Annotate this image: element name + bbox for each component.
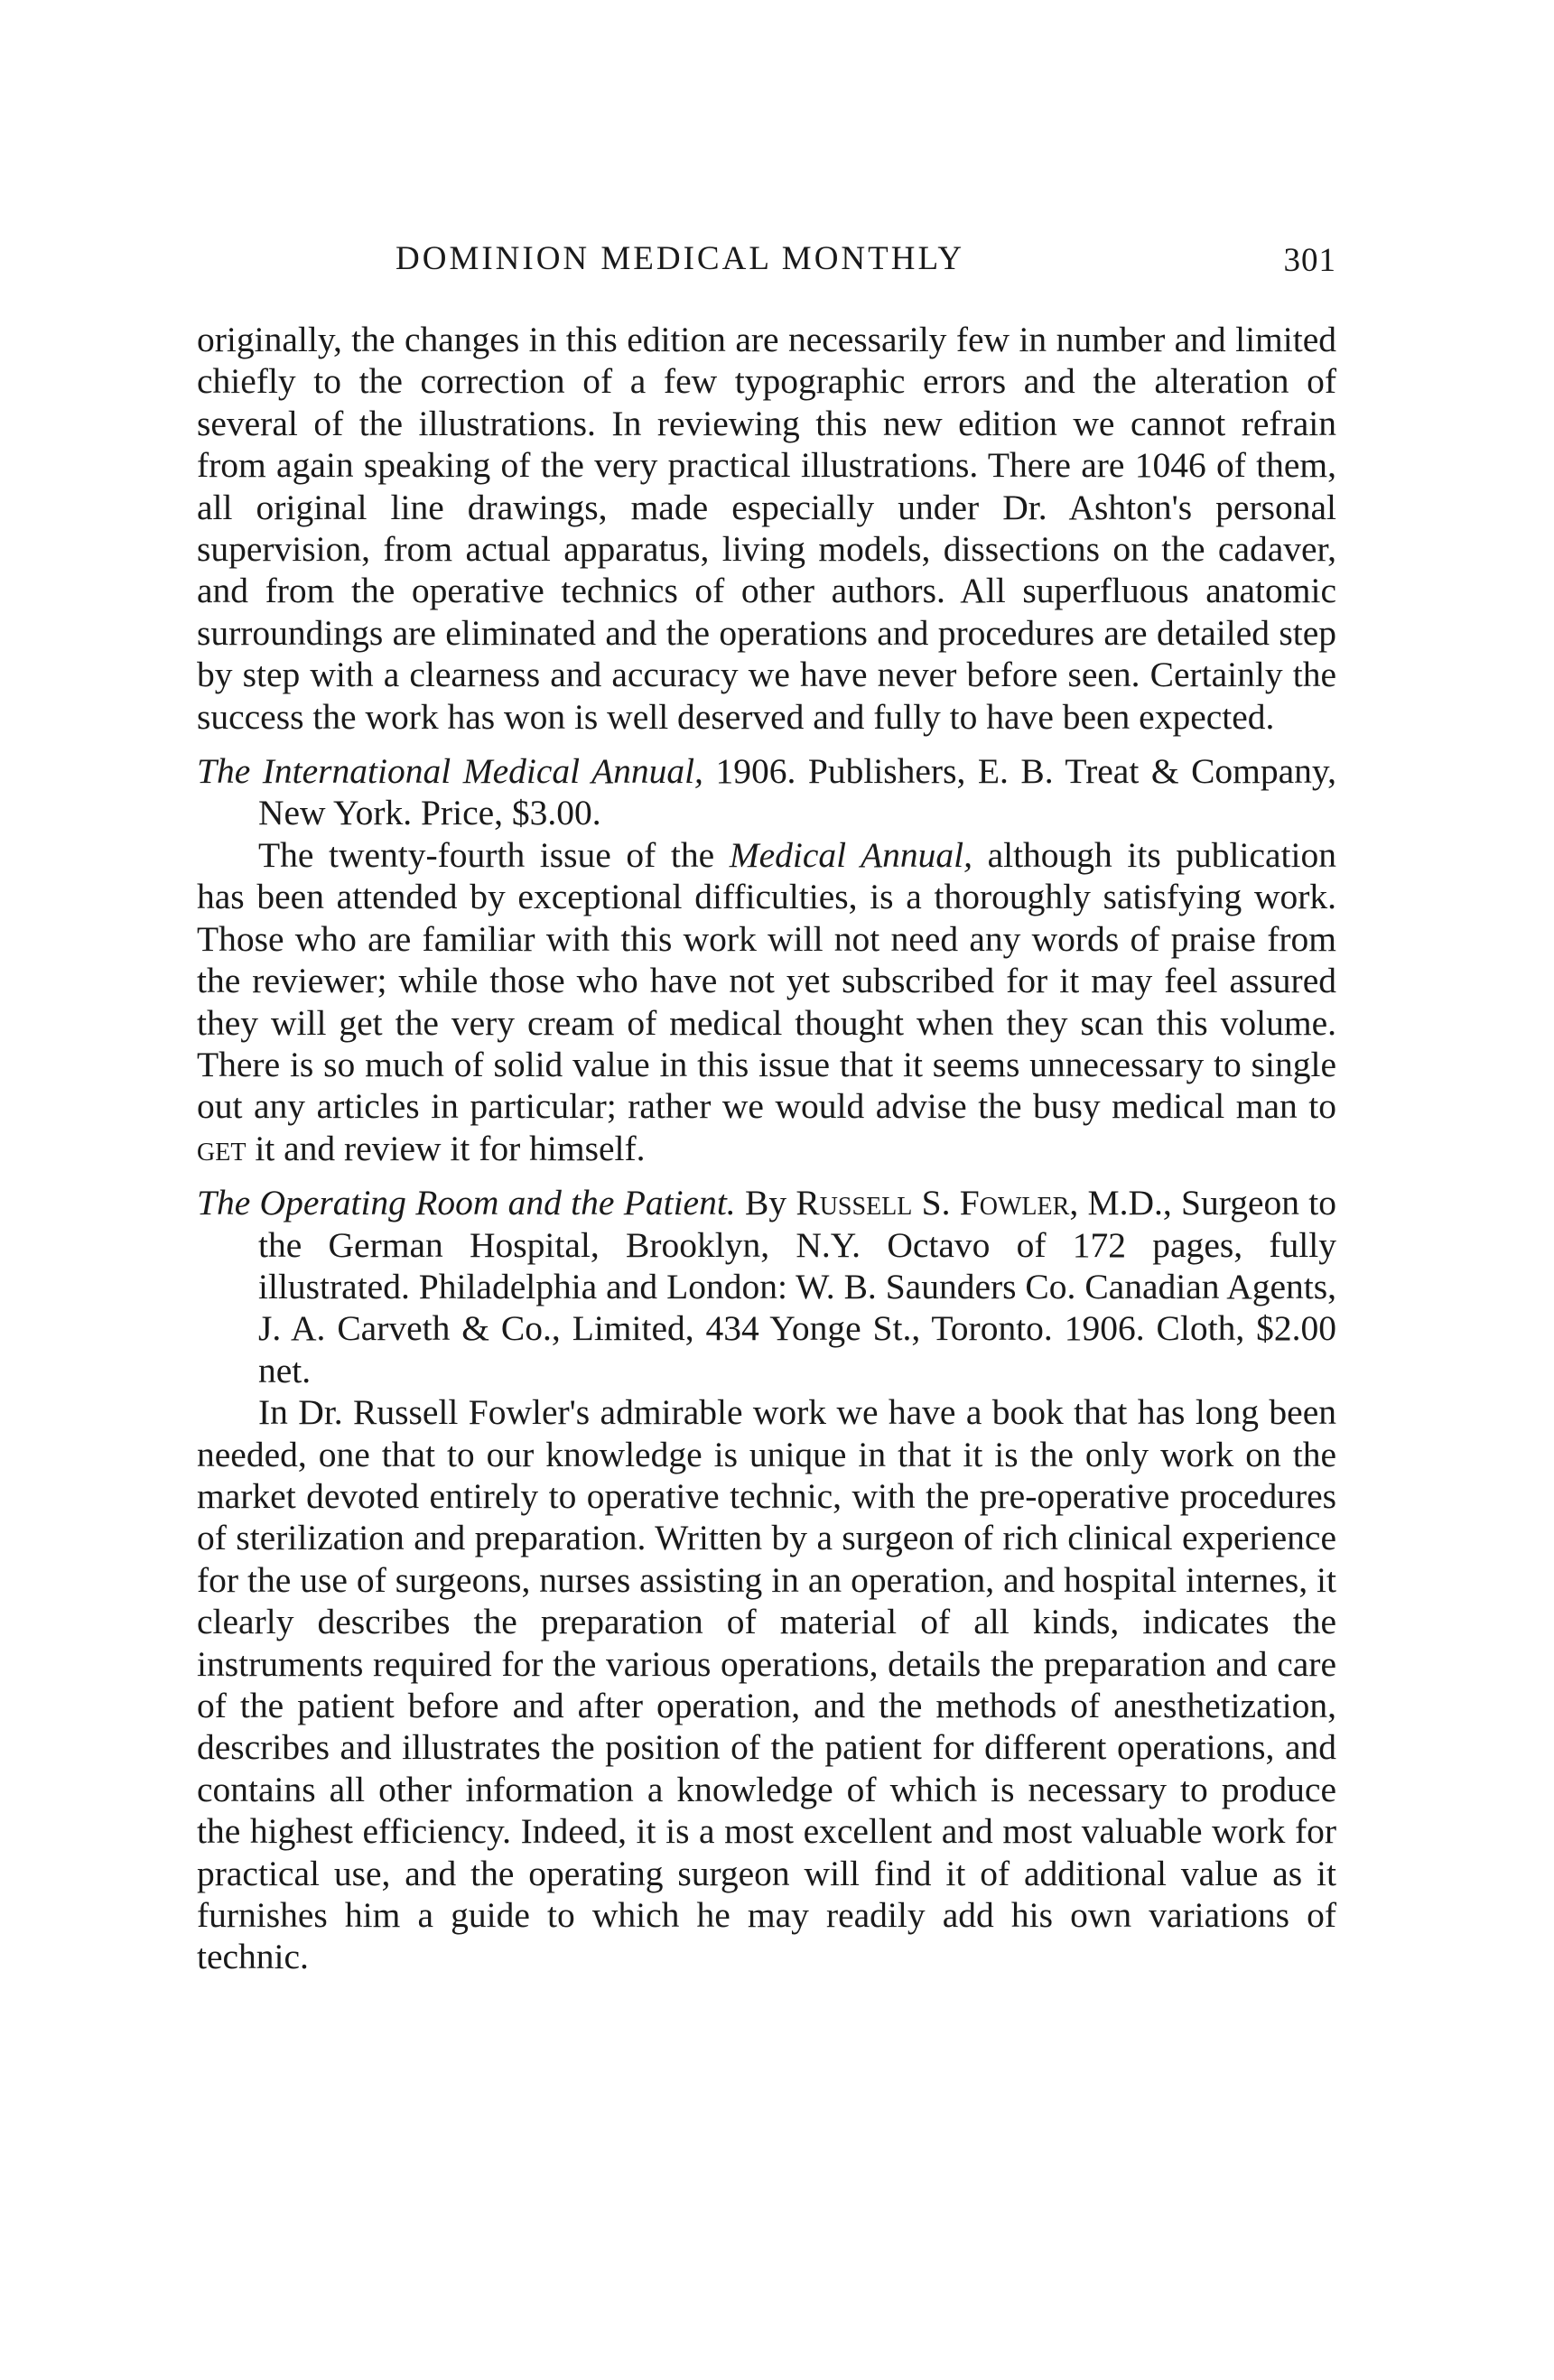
- book-title: The International Medical Annual,: [197, 751, 703, 792]
- author-name: Russell S. Fowler: [796, 1183, 1070, 1223]
- journal-page: [197, 239, 1336, 1978]
- emphasis-get: get: [197, 1128, 247, 1168]
- citation-details: 1906. Publishers, E. B. Treat & Company, New York. Price, $3.00.: [258, 751, 1336, 833]
- review-body-medical-annual: The twenty-fourth issue of the Medical Annual, although its publication has been attended by exceptional difficulties, is a thoroughly satisfying work. Those who are familiar with this work will not need any words of praise from the reviewer; while those who have not yet subscribed for it may feel assured they will get the very cream of medical thought when they scan this volume. There is so much of solid value in this issue that it seems unnecessary to single out any articles in particular; rather we would advise the busy medical man to get it and review it for himself.: [197, 834, 1337, 1168]
- running-head: [197, 239, 1336, 283]
- citation-details: , M.D., Surgeon to the German Hospital, Brooklyn, N.Y. Octavo of 172 pages, fully illustrated. Philadelphia and London: W. B. Saunders Co. Canadian Agents, J. A. Carveth & Co., Limited, 434 Yonge St., Toronto. 1906. Cloth, $2.00 net.: [258, 1183, 1336, 1390]
- review-citation-medical-annual: [197, 750, 1336, 834]
- review-body-operating-room: In Dr. Russell Fowler's admirable work we have a book that has long been needed, one that to our knowledge is unique in that it is the only work on the market devoted entirely to operative technic, with the pre-operative procedures of sterilization and preparation. Written by a surgeon of rich clinical experience for the use of surgeons, nurses assisting in an operation, and hospital internes, it clearly describes the preparation of material of all kinds, indicates the instruments required for the various operations, details the preparation and care of the patient before and after operation, and the methods of anesthetization, describes and illustrates the position of the patient for different operations, and contains all other information a knowledge of which is necessary to produce the highest efficiency. Indeed, it is a most excellent and most valuable work for practical use, and the operating surgeon will find it of additional value as it furnishes him a guide to which he may readily add his own variations of technic.: [197, 1392, 1336, 1977]
- journal-title: DOMINION MEDICAL MONTHLY: [395, 240, 965, 277]
- inline-title: Medical Annual,: [729, 834, 972, 875]
- book-title: The Operating Room and the Patient.: [197, 1183, 736, 1223]
- continued-review-paragraph: originally, the changes in this edition are necessarily few in number and limited chiefly to the correction of a few typographic errors and the alteration of several of the illustrations. In reviewing this new edition we cannot refrain from again speaking of the very practical illustrations. There are 1046 of them, all original line drawings, made especially under Dr. Ashton's personal supervision, from actual apparatus, living models, dissections on the cadaver, and from the operative technics of other authors. All superfluous anatomic surroundings are eliminated and the operations and procedures are detailed step by step with a clearness and accuracy we have never before seen. Certainly the success the work has won is well deserved and fully to have been expected.: [197, 320, 1336, 737]
- review-citation-operating-room: The Operating Room and the Patient. By Russell S. Fowler, M.D., Surgeon to the German Hospital, Brooklyn, N.Y. Octavo of 172 pages, fully illustrated. Philadelphia and London: W. B. Saunders Co. Canadian Agents, J. A. Carveth & Co., Limited, 434 Yonge St., Toronto. 1906. Cloth, $2.00 net.: [197, 1183, 1336, 1390]
- page-number: 301: [1283, 242, 1336, 279]
